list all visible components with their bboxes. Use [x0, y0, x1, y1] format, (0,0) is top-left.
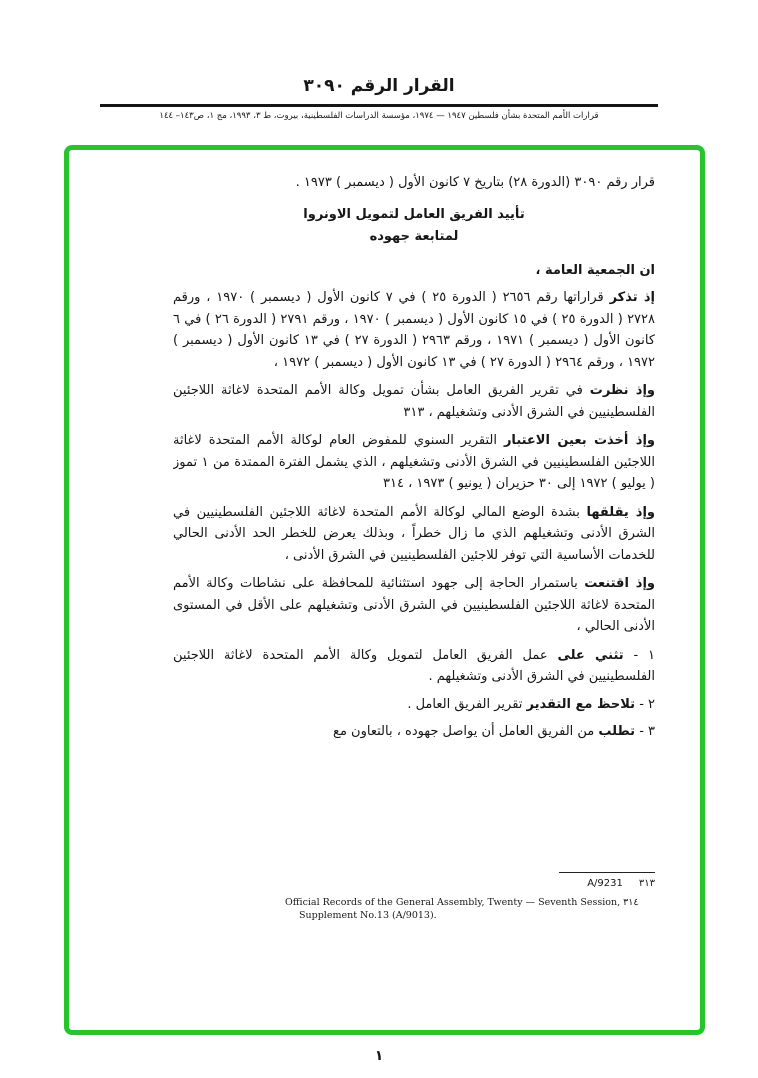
clause-lead: وإذ اقتنعت [584, 576, 655, 591]
item-lead: تلاحظ مع التقدير [526, 696, 636, 712]
clause-lead: وإذ أخذت بعين الاعتبار [503, 433, 655, 448]
clause-lead: وإذ يقلقها [586, 504, 655, 520]
clause-text: باستمرار الحاجة إلى جهود استثنائية للمحافظة على نشاطات وكالة الأمم المتحدة لاغاثة اللاجئين الفلسطينيين في الشرق الأدنى وتشغيلهم على الأقل في المستوى الأدنى الحالي ، [173, 576, 655, 634]
clause-text: قراراتها رقم ٢٦٥٦ ( الدورة ٢٥ ) في ٧ كانون الأول ( ديسمبر ) ١٩٧٠ ، ورقم ٢٧٢٨ ( الدورة ٢٥ ) في ١٥ كانون الأول ( ديسمبر ) ١٩٧٠ ، ورقم ٢٧٩١ ( الدورة ٢٦ ) في ٦ كانون الأول ( ديسمبر ) ١٩٧١ ، ورقم ٢٩٦٣ ( الدورة ٢٧ ) في ١٣ كانون الأول ( ديسمبر ) ١٩٧٢ ، ورقم ٢٩٦٤ ( الدورة ٢٧ ) في ١٣ كانون الأول ( ديسمبر ) ١٩٧٢ ، [173, 290, 655, 370]
clause-lead: وإذ نظرت [589, 383, 655, 398]
salutation: ان الجمعية العامة ، [535, 262, 655, 278]
operative-item-3 [173, 721, 655, 743]
footnote-1 [587, 878, 655, 889]
resolution-heading-line1: تأييد الفريق العامل لتمويل الاونروا [303, 206, 525, 222]
item-text: عمل الفريق العامل لتمويل وكالة الأمم المتحدة لاغاثة اللاجئين الفلسطينيين في الشرق الأدنى وتشغيلهم . [173, 647, 655, 684]
title-divider [100, 104, 658, 107]
operative-item-1 [173, 645, 655, 688]
footnote-1-ref: A/9231 [587, 878, 623, 889]
page-number: ١ [374, 1048, 384, 1064]
footnote-separator [559, 872, 655, 873]
preambular-clause-2 [173, 380, 655, 423]
footnote-2-line2: Supplement No.13 (A/9013). [299, 909, 437, 921]
preambular-clause-5 [173, 573, 655, 638]
preambular-clause-1 [173, 287, 655, 373]
footnote-2-number: ٣١٤ [623, 897, 639, 908]
item-lead: تثني على [557, 647, 624, 663]
operative-item-2 [173, 694, 655, 716]
clause-lead: إذ تذكر [609, 290, 655, 305]
clause-text: بشدة الوضع المالي لوكالة الأمم المتحدة لاغاثة اللاجئين الفلسطينيين في الشرق الأدنى وتشغيلهم الذي ما زال خطراً ، وبذلك يعرض للخطر الحد الأدنى الحالي للخدمات الأساسية التي توفر للاجئين الفلسطينيين في الشرق الأدنى ، [173, 504, 655, 563]
footnote-2-line1 [285, 897, 638, 910]
clause-text: التقرير السنوي للمفوض العام لوكالة الأمم المتحدة لاغاثة اللاجئين الفلسطينيين في الشرق الأدنى وتشغيلهم ، الذي يشمل الفترة الممتدة من ١ تموز ( يوليو ) ١٩٧٢ إلى ٣٠ حزيران ( يونيو ) ١٩٧٣ ، ٣١٤ [173, 433, 655, 491]
item-lead: تطلب [598, 724, 636, 739]
resolution-body [173, 172, 655, 749]
document-frame [64, 145, 705, 1035]
item-text: من الفريق العامل أن يواصل جهوده ، بالتعاون مع [333, 724, 599, 739]
clause-text: في تقرير الفريق العامل بشأن تمويل وكالة الأمم المتحدة لاغاثة اللاجئين الفلسطينيين في الشرق الأدنى وتشغيلهم ، ٣١٣ [173, 383, 655, 420]
item-number: ٢ - [639, 696, 655, 712]
footnote-1-number: ٣١٣ [638, 878, 655, 889]
footnote-2 [285, 897, 638, 922]
item-number: ٣ - [639, 724, 655, 739]
item-text: تقرير الفريق العامل . [407, 696, 527, 712]
footnote-2-text: Official Records of the General Assembly, Twenty — Seventh Session, [285, 897, 621, 908]
preambular-clause-3 [173, 430, 655, 495]
page-title: القرار الرقم ٣٠٩٠ [303, 76, 455, 96]
resolution-heading-line2: لمتابعة جهوده [369, 228, 459, 244]
preambular-clause-4 [173, 502, 655, 567]
resolution-heading [173, 204, 655, 248]
source-citation: قرارات الأمم المتحدة بشأن فلسطين ١٩٤٧ — ١٩٧٤، مؤسسة الدراسات الفلسطينية، بيروت، ط ٣، ١٩٩٣، مج ١، ص١٤٣– ١٤٤ [159, 111, 599, 121]
resolution-intro: قرار رقم ٣٠٩٠ (الدورة ٢٨) بتاريخ ٧ كانون الأول ( ديسمبر ) ١٩٧٣ . [295, 175, 655, 190]
item-number: ١ - [633, 647, 655, 663]
